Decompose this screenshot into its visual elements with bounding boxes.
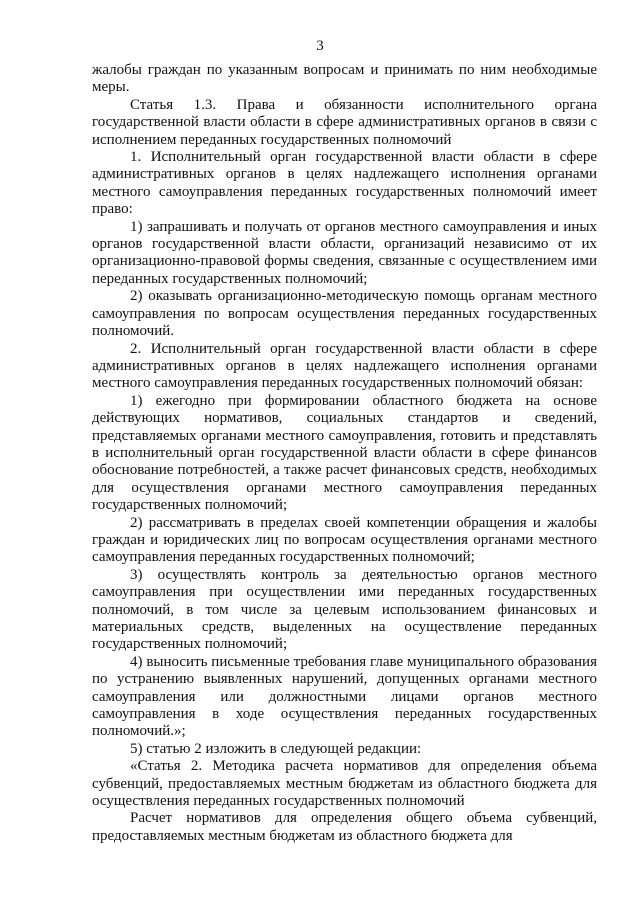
page-number: 3 <box>316 38 324 54</box>
paragraph: жалобы граждан по указанным вопросам и принимать по ним необходимые меры. <box>92 62 597 96</box>
paragraph: Расчет нормативов для определения общего объема субвенций, предоставляемых местным бюджетам из областного бюджета для <box>92 810 597 844</box>
list-item: 1) ежегодно при формировании областного бюджета на основе действующих нормативов, социальных стандартов и сведений, представляемых органами местного самоуправления, готовить и представлять в исполнительный орган государственной власти области в сфере финансов обоснование потребностей, а также расчет финансовых средств, необходимых для осуществления органами местного самоуправления переданных государственных полномочий; <box>92 392 597 514</box>
article-heading: Статья 1.3. Права и обязанности исполнительного органа государственной власти области в сфере административных органов в связи с исполнением переданных государственных полномочий <box>92 96 597 148</box>
list-item: 2) рассматривать в пределах своей компетенции обращения и жалобы граждан и юридических лиц по вопросам осуществления органами местного самоуправления переданных государственных полномочий; <box>92 514 597 566</box>
list-item: 2) оказывать организационно-методическую помощь органам местного самоуправления по вопросам осуществления переданных государственных полномочий. <box>92 288 597 340</box>
list-item: 4) выносить письменные требования главе муниципального образования по устранению выявленных нарушений, допущенных органами местного самоуправления или должностными лицами органов местного самоуправления в ходе осуществления переданных государственных полномочий.»; <box>92 653 597 740</box>
paragraph: 2. Исполнительный орган государственной власти области в сфере административных органов в целях надлежащего исполнения органами местного самоуправления переданных государственных полномочий обязан: <box>92 340 597 392</box>
document-body <box>92 62 597 845</box>
article-heading: «Статья 2. Методика расчета нормативов для определения объема субвенций, предоставляемых местным бюджетам из областного бюджета для осуществления переданных государственных полномочий <box>92 758 597 810</box>
list-item: 3) осуществлять контроль за деятельностью органов местного самоуправления при осуществлении ими переданных государственных полномочий, в том числе за целевым использованием финансовых и материальных средств, выделенных на осуществление переданных государственных полномочий; <box>92 566 597 653</box>
list-item: 1) запрашивать и получать от органов местного самоуправления и иных органов государственной власти области, организаций независимо от их организационно-правовой формы сведения, связанные с осуществлением ими переданных государственных полномочий; <box>92 218 597 287</box>
list-item: 5) статью 2 изложить в следующей редакции: <box>130 740 422 757</box>
paragraph: 1. Исполнительный орган государственной власти области в сфере административных органов в целях надлежащего исполнения органами местного самоуправления переданных государственных полномочий имеет право: <box>92 149 597 218</box>
